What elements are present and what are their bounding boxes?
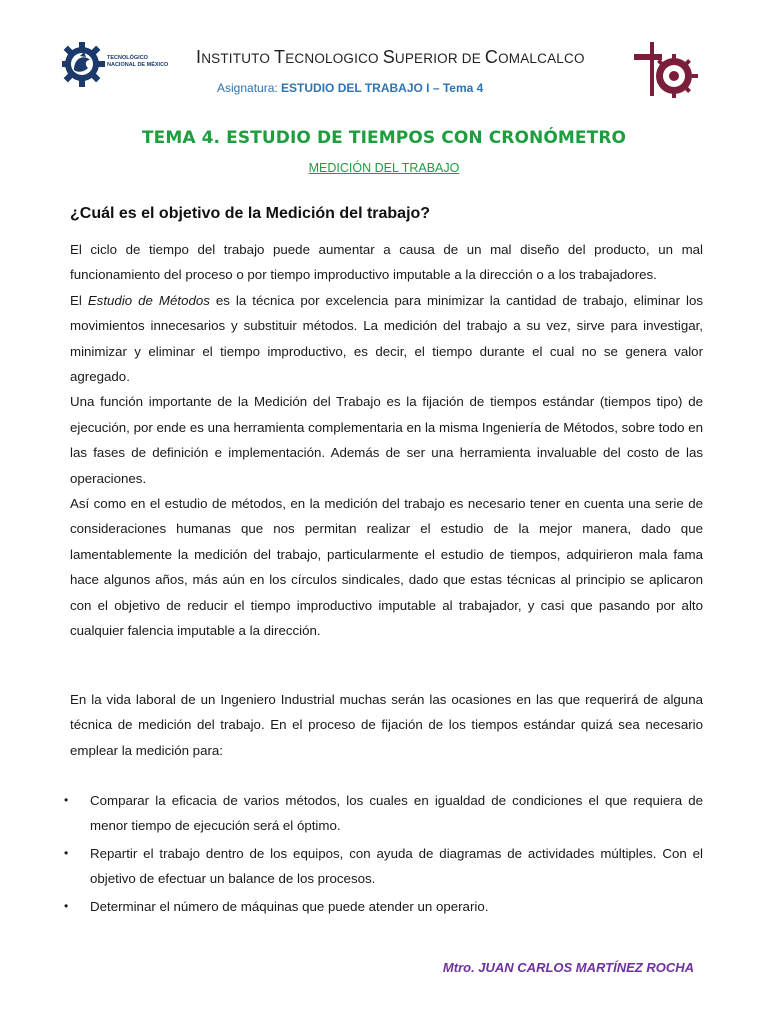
institute-title-rest-2: ECNOLOGICO xyxy=(285,51,383,66)
bullet-icon: • xyxy=(64,898,69,913)
institute-title-rest-4: OMALCALCO xyxy=(498,51,585,66)
paragraph-2-rest: es la técnica por excelencia para minimizar la cantidad de trabajo, eliminar los movimientos innecesarios y substituir métodos. La medición del trabajo a su vez, sirve para investigar, minimizar y eliminar el tiempo improductivo, es decir, el tiempo durante el cual no se genera valor agregado. xyxy=(70,292,704,385)
list-item-text: Determinar el número de máquinas que puede atender un operario. xyxy=(90,898,489,914)
institute-title xyxy=(196,47,616,68)
subject-name: ESTUDIO DEL TRABAJO I xyxy=(281,81,430,95)
paragraph-3: Una función importante de la Medición del Trabajo es la fijación de tiempos estándar (tiempos tipo) de ejecución, por ende es una herramienta complementaria en la misma Ingeniería de Métodos, sobre todo en las fases de definición e implementación. Además de ser una herramienta invaluable del costo de las operaciones. xyxy=(70,394,703,486)
page-subtitle: MEDICIÓN DEL TRABAJO xyxy=(308,161,460,175)
itsc-logo xyxy=(632,36,698,102)
bullet-icon: • xyxy=(64,793,69,807)
institute-title-cap-3: S xyxy=(382,47,395,67)
institute-title-rest-3: UPERIOR DE xyxy=(394,51,485,66)
tecnm-logo xyxy=(62,42,182,104)
subject-separator: – xyxy=(429,81,443,95)
institute-title-rest-1: NSTITUTO xyxy=(201,51,275,66)
list-item-text: Repartir el trabajo dentro de los equipos, con ayuda de diagramas de actividades múltiples. Con el objetivo de efectuar un balance de los procesos. xyxy=(90,845,703,887)
section-question-heading: ¿Cuál es el objetivo de la Medición del trabajo? xyxy=(70,205,431,222)
list-item-text: Comparar la eficacia de varios métodos, los cuales en igualdad de condiciones el que requiera de menor tiempo de ejecución será el óptimo. xyxy=(90,793,703,834)
tecnm-emblem-icon xyxy=(62,42,182,104)
page-title: TEMA 4. ESTUDIO DE TIEMPOS CON CRONÓMETRO xyxy=(141,128,627,148)
paragraph-5: En la vida laboral de un Ingeniero Industrial muchas serán las ocasiones en las que requerirá de alguna técnica de medición del trabajo. En el proceso de fijación de los tiempos estándar quizá sea necesario emplear la medición para: xyxy=(70,692,703,758)
paragraph-2-emphasis: Estudio de Métodos xyxy=(87,292,210,308)
bullet-list xyxy=(62,788,703,919)
list-item xyxy=(62,788,703,839)
institute-title-cap-4: C xyxy=(484,47,499,67)
list-item xyxy=(62,894,703,919)
paragraph-4: Así como en el estudio de métodos, en la medición del trabajo es necesario tener en cuenta una serie de consideraciones humanas que nos permitan realizar el estudio de la mejor manera, dado que lamentablemente la medición del trabajo, particularmente el estudio de tiempos, adquirieron mala fama hace algunos años, más aún en los círculos sindicales, dado que estas técnicas al principio se aplicaron con el objetivo de reducir el tiempo improductivo imputable al trabajador, y casi que pasando por alto cualquier falencia imputable a la dirección. xyxy=(70,496,703,639)
page-header xyxy=(0,0,768,110)
author-footer: Mtro. JUAN CARLOS MARTÍNEZ ROCHA xyxy=(442,960,694,975)
bullet-icon: • xyxy=(64,845,69,860)
list-item xyxy=(62,841,703,892)
paragraph-2-start: El xyxy=(70,292,88,308)
institute-title-cap-1: I xyxy=(196,47,202,67)
paragraph-2 xyxy=(70,288,703,390)
body-text-block xyxy=(70,237,703,644)
subject-topic: Tema 4 xyxy=(442,81,484,95)
subject-line xyxy=(217,81,483,95)
subject-prefix: Asignatura: xyxy=(217,81,282,95)
body-text-block-2 xyxy=(70,687,703,763)
institute-title-cap-2: T xyxy=(274,47,286,67)
tecnm-logo-text-1: TECNOLÓGICO xyxy=(107,55,148,61)
itsc-emblem-icon xyxy=(632,36,698,102)
tecnm-logo-text-2: NACIONAL DE MÉXICO xyxy=(107,62,169,68)
paragraph-1: El ciclo de tiempo del trabajo puede aumentar a causa de un mal diseño del producto, un mal funcionamiento del proceso o por tiempo improductivo imputable a la dirección o a los trabajadores. xyxy=(70,242,703,283)
